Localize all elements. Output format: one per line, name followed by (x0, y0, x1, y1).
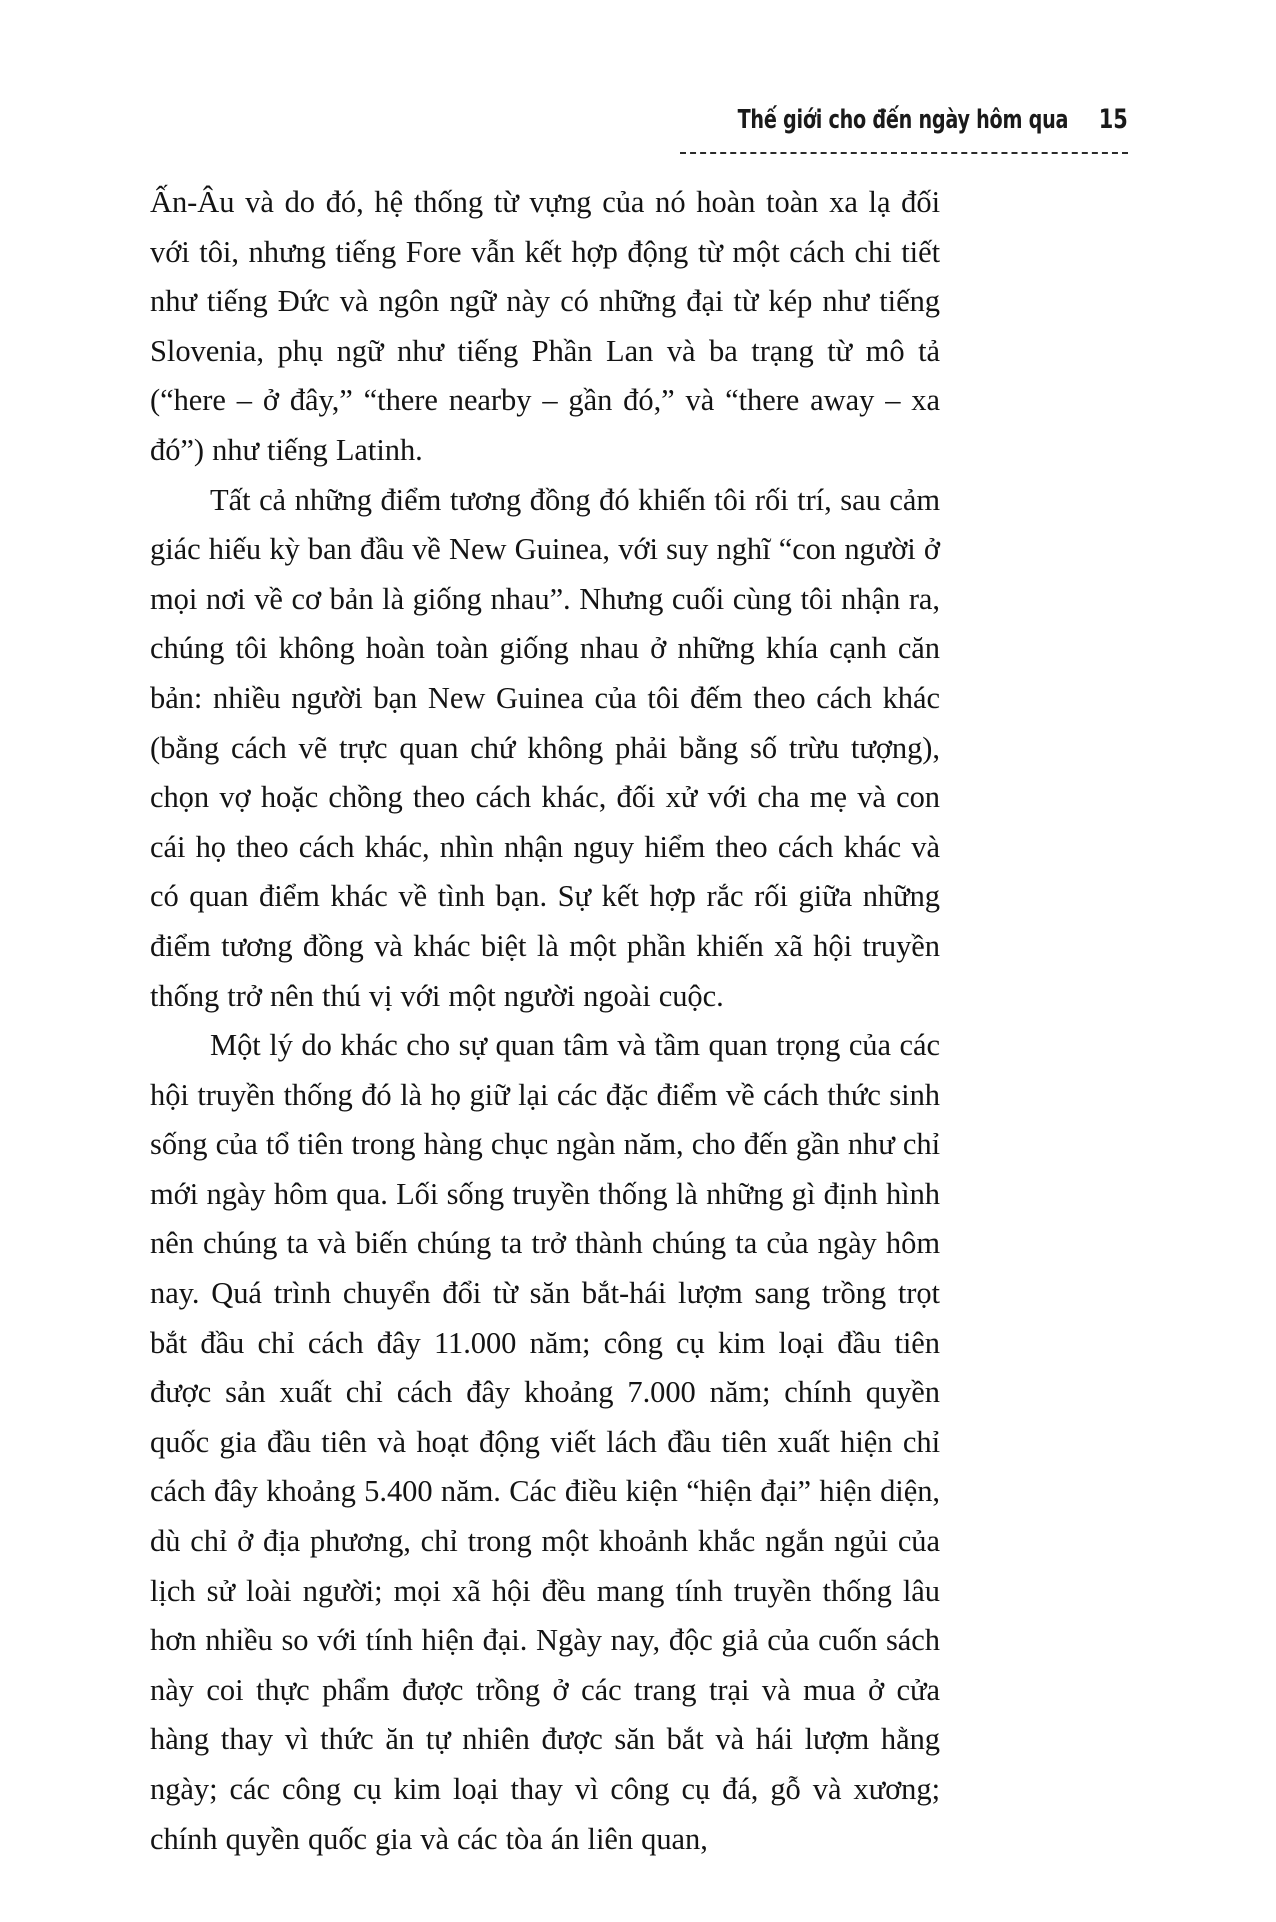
paragraph-2: Tất cả những điểm tương đồng đó khiến tôi rối trí, sau cảm giác hiếu kỳ ban đầu về New Guinea, với suy nghĩ “con người ở mọi nơi về cơ bản là giống nhau”. Nhưng cuối cùng tôi nhận ra, chúng tôi không hoàn toàn giống nhau ở những khía cạnh căn bản: nhiều người bạn New Guinea của tôi đếm theo cách khác (bằng cách vẽ trực quan chứ không phải bằng số trừu tượng), chọn vợ hoặc chồng theo cách khác, đối xử với cha mẹ và con cái họ theo cách khác, nhìn nhận nguy hiểm theo cách khác và có quan điểm khác về tình bạn. Sự kết hợp rắc rối giữa những điểm tương đồng và khác biệt là một phần khiến xã hội truyền thống trở nên thú vị với một người ngoài cuộc. (150, 482, 940, 1013)
running-header-inner (160, 104, 1128, 150)
running-header (160, 104, 1128, 150)
header-dashed-rule (680, 152, 1128, 154)
body-text-block (150, 178, 940, 1864)
paragraph-1: Ấn-Âu và do đó, hệ thống từ vựng của nó hoàn toàn xa lạ đối với tôi, nhưng tiếng Fore vẫn kết hợp động từ một cách chi tiết như tiếng Đức và ngôn ngữ này có những đại từ kép như tiếng Slovenia, phụ ngữ như tiếng Phần Lan và ba trạng từ mô tả (“here – ở đây,” “there nearby – gần đó,” và “there away – xa đó”) như tiếng Latinh. (150, 185, 940, 467)
paragraph-3: Một lý do khác cho sự quan tâm và tầm quan trọng của các hội truyền thống đó là họ giữ lại các đặc điểm về cách thức sinh sống của tổ tiên trong hàng chục ngàn năm, cho đến gần như chỉ mới ngày hôm qua. Lối sống truyền thống là những gì định hình nên chúng ta và biến chúng ta trở thành chúng ta của ngày hôm nay. Quá trình chuyển đổi từ săn bắt-hái lượm sang trồng trọt bắt đầu chỉ cách đây 11.000 năm; công cụ kim loại đầu tiên được sản xuất chỉ cách đây khoảng 7.000 năm; chính quyền quốc gia đầu tiên và hoạt động viết lách đầu tiên xuất hiện chỉ cách đây khoảng 5.400 năm. Các điều kiện “hiện đại” hiện diện, dù chỉ ở địa phương, chỉ trong một khoảnh khắc ngắn ngủi của lịch sử loài người; mọi xã hội đều mang tính truyền thống lâu hơn nhiều so với tính hiện đại. Ngày nay, độc giả của cuốn sách này coi thực phẩm được trồng ở các trang trại và mua ở cửa hàng thay vì thức ăn tự nhiên được săn bắt và hái lượm hằng ngày; các công cụ kim loại thay vì công cụ đá, gỗ và xương; chính quyền quốc gia và các tòa án liên quan, (150, 1028, 940, 1856)
page-number: 15 (1098, 104, 1128, 135)
running-header-title: Thế giới cho đến ngày hôm qua (737, 105, 1069, 135)
